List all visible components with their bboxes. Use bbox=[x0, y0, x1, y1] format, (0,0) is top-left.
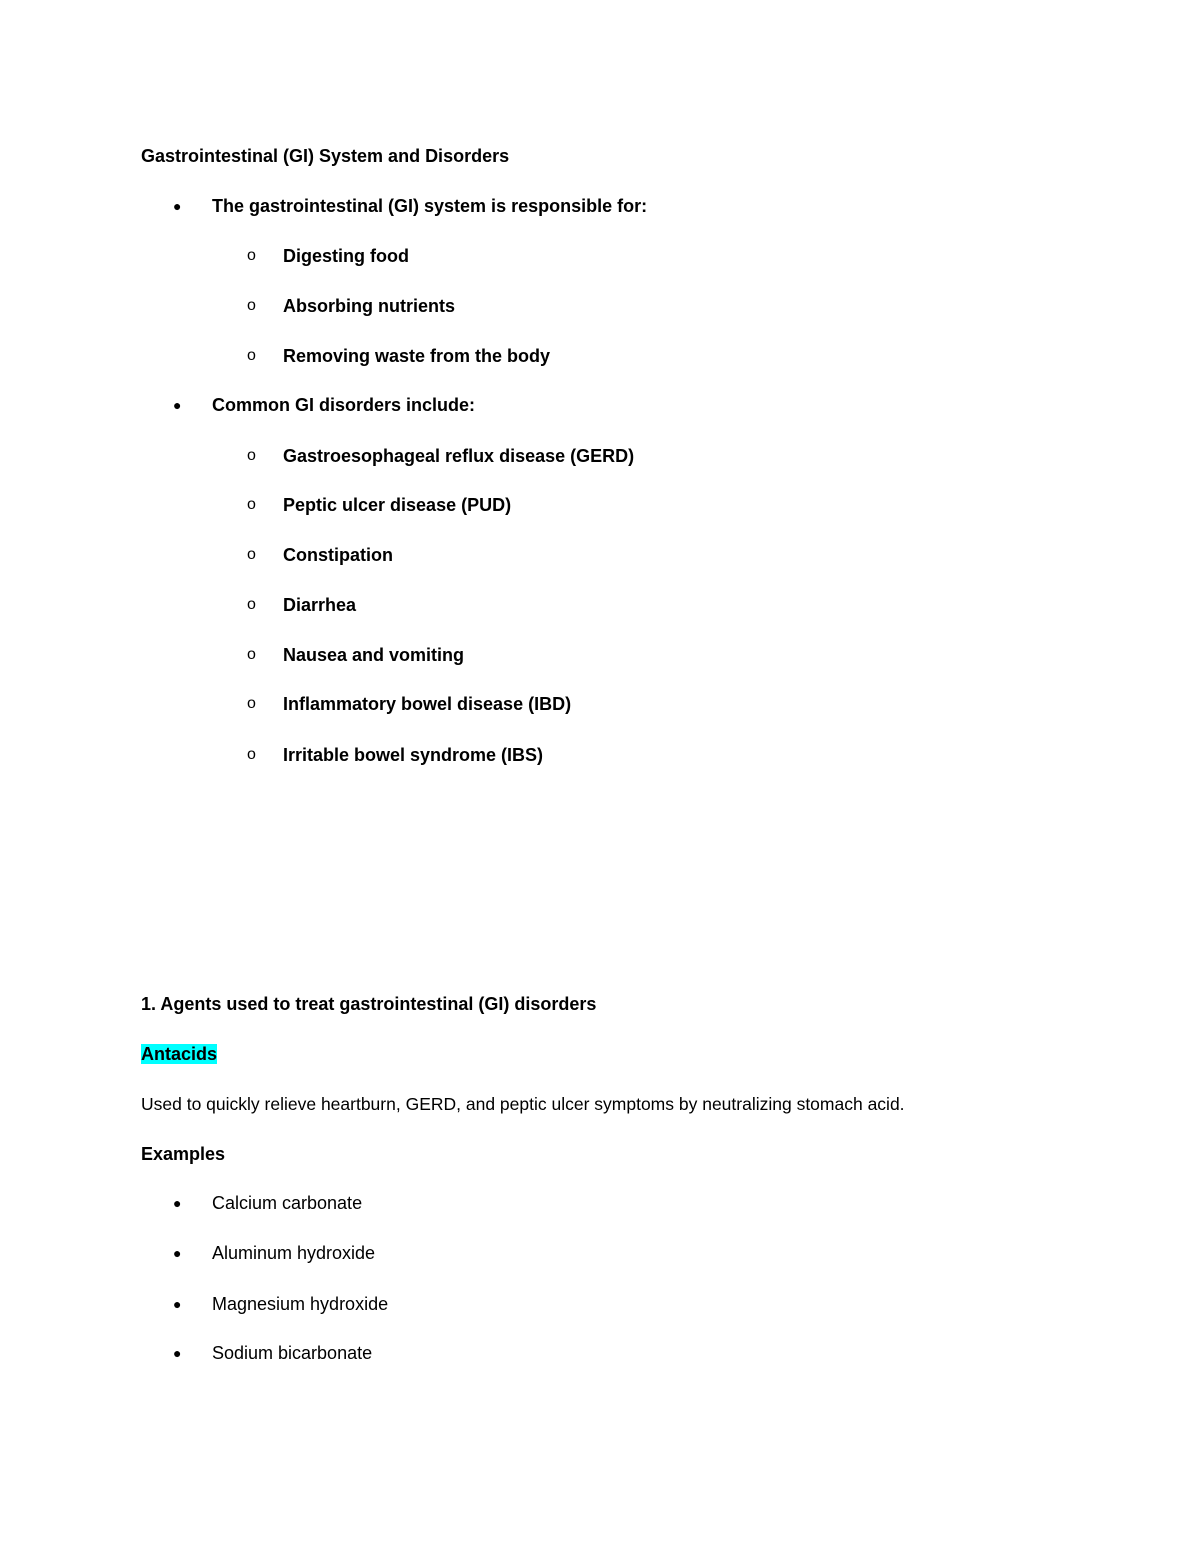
list-item: Peptic ulcer disease (PUD) bbox=[283, 495, 512, 515]
list-item: Aluminum hydroxide bbox=[212, 1243, 376, 1263]
sub-bullet-icon: o bbox=[247, 247, 256, 264]
antacids-highlight: Antacids bbox=[141, 1044, 218, 1064]
bullet-icon: ● bbox=[173, 1245, 182, 1261]
list-item: Absorbing nutrients bbox=[283, 296, 455, 316]
list-item: Digesting food bbox=[283, 246, 409, 266]
antacids-description: Used to quickly relieve heartburn, GERD, and peptic ulcer symptoms by neutralizing stomach acid. bbox=[141, 1094, 905, 1114]
list-item: Magnesium hydroxide bbox=[212, 1294, 389, 1314]
examples-label: Examples bbox=[141, 1144, 226, 1164]
bullet-icon: ● bbox=[173, 1296, 182, 1312]
antacids-heading bbox=[141, 1043, 217, 1065]
agents-heading: 1. Agents used to treat gastrointestinal (GI) disorders bbox=[141, 994, 597, 1014]
list-item: Nausea and vomiting bbox=[283, 645, 465, 665]
disorders-intro: Common GI disorders include: bbox=[212, 395, 476, 415]
sub-bullet-icon: o bbox=[247, 746, 256, 763]
bullet-icon: ● bbox=[173, 1345, 182, 1361]
bullet-icon: ● bbox=[173, 198, 182, 214]
list-item: Gastroesophageal reflux disease (GERD) bbox=[283, 446, 635, 466]
list-item: Inflammatory bowel disease (IBD) bbox=[283, 694, 572, 714]
sub-bullet-icon: o bbox=[247, 447, 256, 464]
list-item: Calcium carbonate bbox=[212, 1193, 363, 1213]
list-item: Sodium bicarbonate bbox=[212, 1343, 373, 1363]
bullet-icon: ● bbox=[173, 1195, 182, 1211]
sub-bullet-icon: o bbox=[247, 347, 256, 364]
sub-bullet-icon: o bbox=[247, 297, 256, 314]
sub-bullet-icon: o bbox=[247, 695, 256, 712]
list-item: Irritable bowel syndrome (IBS) bbox=[283, 745, 544, 765]
sub-bullet-icon: o bbox=[247, 496, 256, 513]
sub-bullet-icon: o bbox=[247, 646, 256, 663]
bullet-icon: ● bbox=[173, 397, 182, 413]
page-title: Gastrointestinal (GI) System and Disorders bbox=[141, 146, 510, 166]
list-item: Diarrhea bbox=[283, 595, 357, 615]
sub-bullet-icon: o bbox=[247, 546, 256, 563]
gi-function-intro: The gastrointestinal (GI) system is responsible for: bbox=[212, 196, 648, 216]
sub-bullet-icon: o bbox=[247, 596, 256, 613]
list-item: Constipation bbox=[283, 545, 393, 565]
list-item: Removing waste from the body bbox=[283, 346, 551, 366]
